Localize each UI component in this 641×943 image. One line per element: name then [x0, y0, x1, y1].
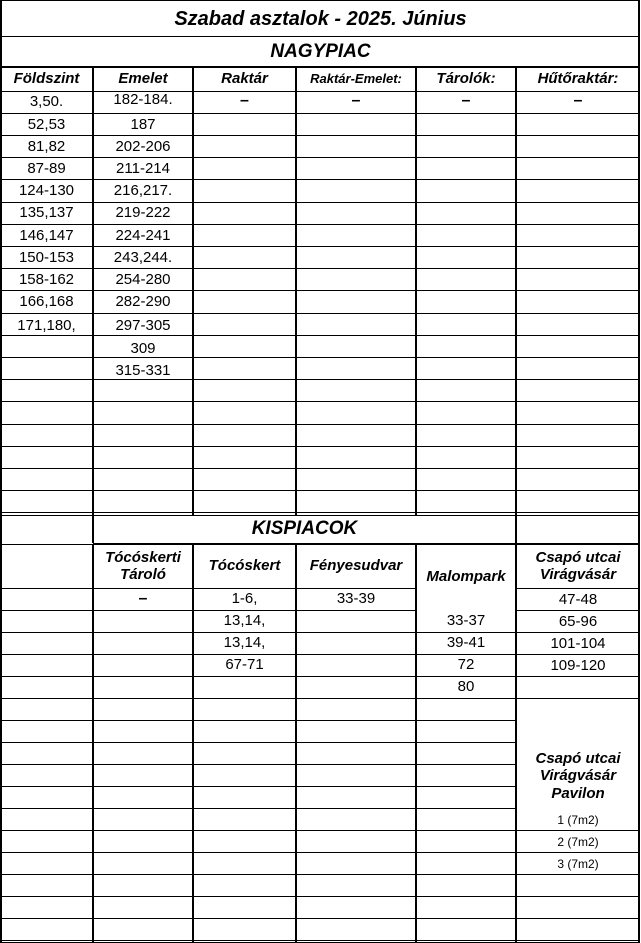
- emelet-cell: 254-280: [115, 271, 171, 289]
- foldszint-cell: 81,82: [27, 137, 66, 155]
- pavilon-cell: 3 (7m2): [557, 857, 599, 872]
- header-tocoskert: Tócóskert: [208, 557, 281, 575]
- grid-line: [416, 720, 517, 721]
- grid-line: [0, 742, 417, 743]
- tocoskert-cell: 13,14,: [223, 634, 266, 652]
- csapo-viragvasar-cell: 101-104: [550, 635, 606, 653]
- grid-line: [0, 808, 417, 809]
- grid-line: [0, 468, 640, 469]
- tocoskert-cell: 67-71: [225, 656, 264, 674]
- grid-line: [415, 67, 417, 515]
- grid-line: [0, 67, 640, 68]
- emelet-cell: 219-222: [115, 204, 171, 222]
- grid-line: [0, 942, 640, 943]
- header-raktar-emelet: Raktár-Emelet:: [310, 70, 402, 86]
- grid-line: [516, 896, 640, 897]
- raktar-value: –: [240, 91, 249, 109]
- grid-line: [416, 786, 517, 787]
- foldszint-cell: 135,137: [19, 204, 74, 222]
- foldszint-cell: 146,147: [19, 226, 74, 244]
- foldszint-cell: 124-130: [18, 182, 75, 200]
- malompark-cell: 72: [457, 656, 475, 674]
- grid-line: [0, 544, 640, 545]
- header-hutoraktar: Hűtőraktár:: [537, 70, 619, 88]
- grid-line: [416, 742, 517, 743]
- grid-line: [0, 852, 417, 853]
- tarolok-value: –: [461, 91, 471, 109]
- emelet-cell: 315-331: [115, 361, 171, 379]
- csapo-viragvasar-cell: 65-96: [558, 613, 598, 631]
- grid-line: [0, 446, 640, 447]
- grid-line: [92, 544, 94, 943]
- emelet-cell: 182-184.: [113, 91, 173, 109]
- grid-line: [0, 786, 417, 787]
- emelet-cell: 243,244.: [113, 248, 173, 266]
- grid-line: [416, 874, 517, 875]
- header-emelet: Emelet: [118, 70, 168, 88]
- grid-line: [0, 588, 94, 589]
- emelet-cell: 216,217.: [113, 182, 173, 200]
- emelet-cell: 187: [130, 115, 156, 133]
- grid-line: [516, 918, 640, 919]
- page-title: Szabad asztalok - 2025. Június: [174, 7, 467, 30]
- tocoskert-cell: 13,14,: [223, 612, 266, 630]
- emelet-cell: 309: [130, 339, 156, 357]
- csapo-viragvasar-cell: 47-48: [558, 591, 598, 609]
- emelet-cell: 202-206: [115, 137, 171, 155]
- grid-line: [92, 515, 94, 543]
- foldszint-cell: 150-153: [18, 248, 75, 266]
- foldszint-cell: 171,180,: [17, 317, 76, 335]
- header-malompark: Malompark: [426, 568, 506, 586]
- grid-line: [0, 424, 640, 425]
- grid-line: [0, 512, 640, 513]
- grid-line: [295, 67, 297, 515]
- grid-line: [638, 0, 640, 943]
- grid-line: [416, 808, 517, 809]
- grid-line: [0, 401, 640, 402]
- malompark-cell: 39-41: [446, 634, 486, 652]
- header-tocoskerti-tarolo: Tócóskerti Tároló: [105, 548, 181, 583]
- section-nagypiac: NAGYPIAC: [270, 41, 371, 63]
- grid-line: [0, 896, 417, 897]
- foldszint-cell: 52,53: [27, 115, 66, 133]
- grid-line: [0, 940, 417, 941]
- grid-line: [0, 918, 417, 919]
- header-csapo-viragvasar: Csapó utcai Virágvásár: [535, 548, 621, 583]
- tocoskerti-tarolo-value: –: [138, 589, 148, 607]
- grid-line: [515, 67, 517, 515]
- section-kispiacok: KISPIACOK: [251, 518, 358, 540]
- emelet-cell: 282-290: [115, 293, 171, 311]
- header-tarolok: Tárolók:: [436, 70, 496, 88]
- grid-line: [416, 852, 517, 853]
- grid-line: [416, 830, 517, 831]
- grid-line: [416, 940, 517, 941]
- grid-line: [416, 918, 517, 919]
- header-foldszint: Földszint: [13, 70, 80, 88]
- emelet-cell: 297-305: [115, 317, 171, 335]
- grid-line: [0, 36, 640, 37]
- emelet-cell: 224-241: [115, 226, 171, 244]
- grid-line: [416, 764, 517, 765]
- grid-line: [516, 698, 640, 699]
- grid-line: [516, 940, 640, 941]
- tocoskert-cell: 1-6,: [231, 590, 258, 608]
- malompark-cell: 80: [457, 678, 475, 696]
- grid-line: [0, 515, 640, 516]
- hutoraktar-value: –: [573, 91, 583, 109]
- malompark-cell: 33-37: [446, 612, 486, 630]
- grid-line: [0, 830, 417, 831]
- header-raktar: Raktár: [221, 70, 268, 88]
- pavilon-cell: 2 (7m2): [557, 835, 599, 850]
- foldszint-cell: 87-89: [27, 160, 66, 178]
- grid-line: [515, 515, 517, 543]
- fenyesudvar-cell: 33-39: [336, 590, 376, 608]
- grid-line: [0, 0, 640, 1]
- grid-line: [0, 490, 640, 491]
- grid-line: [0, 720, 417, 721]
- header-pavilon: Csapó utcai Virágvásár Pavilon: [535, 750, 621, 802]
- foldszint-cell: 3,50.: [29, 93, 64, 111]
- grid-line: [0, 764, 417, 765]
- raktar-emelet-value: –: [351, 91, 361, 109]
- header-fenyesudvar: Fényesudvar: [309, 557, 403, 575]
- pavilon-cell: 1 (7m2): [557, 813, 599, 828]
- foldszint-cell: 158-162: [18, 271, 75, 289]
- emelet-cell: 211-214: [116, 160, 170, 178]
- csapo-viragvasar-cell: 109-120: [550, 657, 606, 675]
- grid-line: [0, 698, 417, 699]
- grid-line: [0, 874, 417, 875]
- foldszint-cell: 166,168: [19, 293, 74, 311]
- grid-line: [416, 896, 517, 897]
